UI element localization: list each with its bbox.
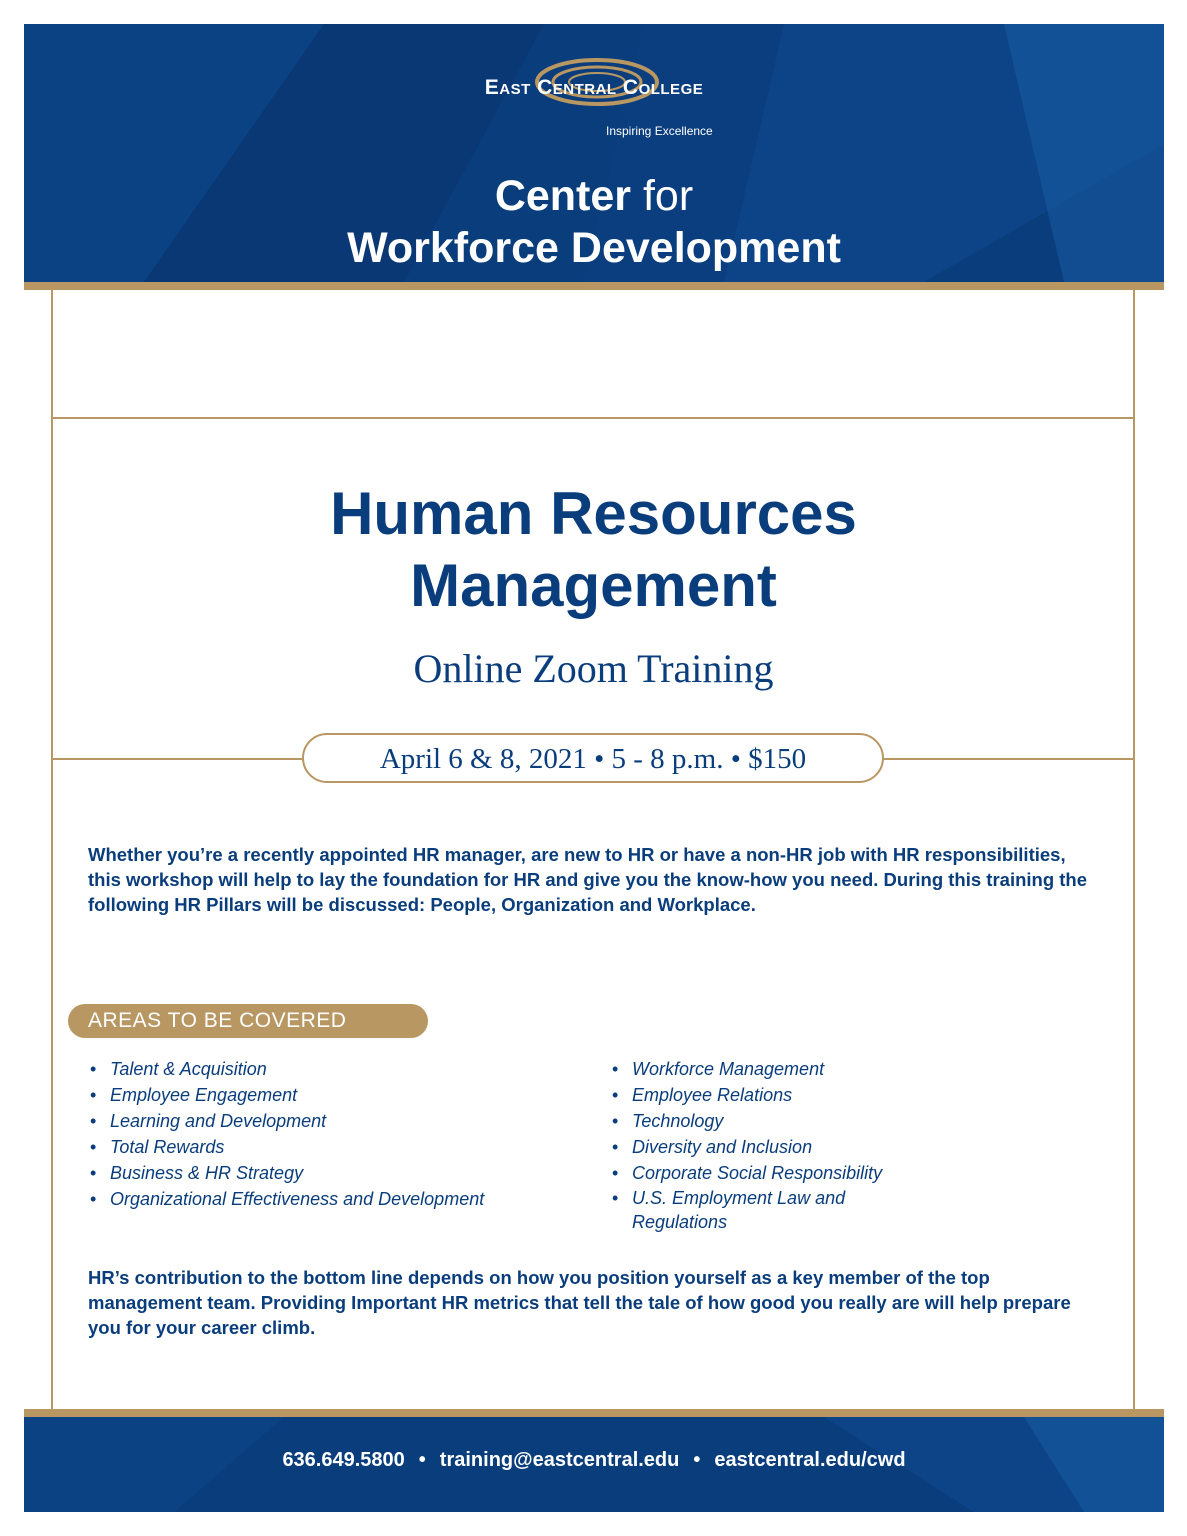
frame-divider (51, 417, 1135, 419)
center-title-bold: Center (494, 172, 632, 220)
list-item: • Diversity and Inclusion (612, 1137, 813, 1157)
college-logo (24, 76, 1164, 100)
list-item: • Corporate Social Responsibility (612, 1163, 883, 1183)
page-title-line2: Management (410, 552, 777, 619)
page-title (0, 478, 1187, 622)
center-title (24, 170, 1164, 274)
date-line-right (883, 758, 1135, 760)
separator-dot-icon: • (693, 1449, 701, 1471)
date-line-left (51, 758, 303, 760)
list-item: • Employee Relations (612, 1085, 793, 1105)
page-subtitle: Online Zoom Training (413, 646, 774, 691)
list-item: • Employee Engagement (90, 1085, 298, 1105)
center-title-light: for (631, 172, 694, 220)
page-title-line1: Human Resources (330, 480, 857, 547)
closing-paragraph: HR’s contribution to the bottom line depends on how you position yourself as a key member of the top management team. Providing Important HR metrics that tell the tale of how good you really are will help prepare you for your career climb. (88, 1267, 1071, 1338)
footer-contact (24, 1449, 1164, 1472)
college-tagline: Inspiring Excellence (606, 124, 713, 138)
list-item: • Total Rewards (90, 1137, 225, 1157)
list-item: • U.S. Employment Law and Regulations (612, 1188, 846, 1232)
list-item: • Workforce Management (612, 1059, 825, 1079)
list-item: • Organizational Effectiveness and Development (90, 1189, 485, 1209)
event-details-badge: April 6 & 8, 2021 • 5 - 8 p.m. • $150 (302, 733, 884, 783)
areas-list-left (88, 1056, 588, 1212)
footer-website-link[interactable]: eastcentral.edu/cwd (714, 1449, 906, 1471)
footer-phone[interactable]: 636.649.5800 (282, 1449, 405, 1471)
footer-banner (24, 1417, 1164, 1512)
college-name: East Central College (484, 76, 704, 99)
intro-paragraph: Whether you’re a recently appointed HR manager, are new to HR or have a non-HR job with HR responsibilities, this workshop will help to lay the foundation for HR and give you the know-how you need. During this training the following HR Pillars will be discussed: People, Organization and Workplace. (88, 844, 1088, 915)
frame-left-border (51, 289, 53, 1409)
list-item: • Talent & Acquisition (90, 1059, 267, 1079)
header-gold-rule (24, 282, 1164, 290)
list-item: • Technology (612, 1111, 724, 1131)
list-item: • Business & HR Strategy (90, 1163, 304, 1183)
frame-right-border (1133, 289, 1135, 1409)
footer-gold-rule (24, 1409, 1164, 1417)
list-item: • Learning and Development (90, 1111, 327, 1131)
areas-list-right (610, 1056, 910, 1234)
separator-dot-icon: • (418, 1449, 426, 1471)
center-title-line2: Workforce Development (347, 224, 841, 272)
footer-email-link[interactable]: training@eastcentral.edu (439, 1449, 680, 1471)
header-banner (24, 24, 1164, 282)
areas-heading: AREAS TO BE COVERED (68, 1004, 428, 1038)
